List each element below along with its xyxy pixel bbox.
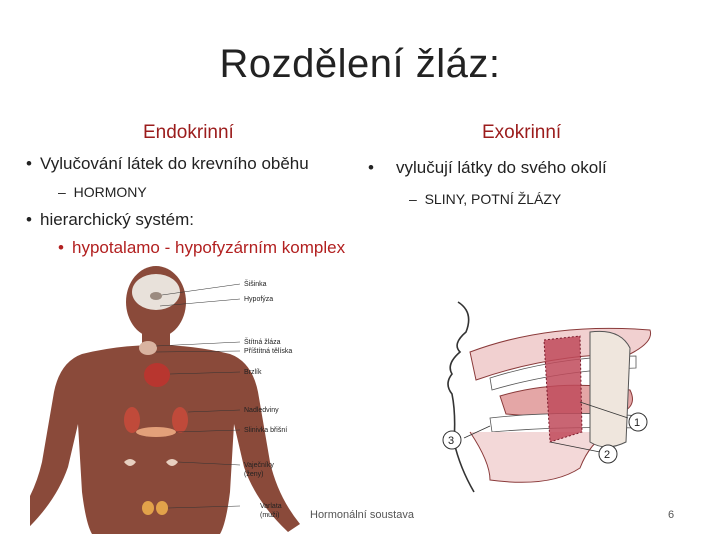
marker-1-text: 1 (634, 417, 641, 429)
jaw (470, 432, 610, 482)
testis-left (142, 501, 154, 515)
left-bullet-2 (26, 210, 194, 230)
right-bullet-1 (368, 158, 607, 178)
label-slinivka: Slinivka břišní (244, 427, 288, 434)
left-bullet-1 (26, 154, 309, 174)
right-bullet-1-text: vylučují látky do svého okolí (396, 158, 607, 177)
dash: – (409, 191, 425, 207)
salivary-glands-figure (430, 292, 690, 502)
label-vajecniky: Vaječníky (244, 462, 274, 469)
label-bzlik: Brzlík (244, 369, 262, 376)
label-sisinka: Šišinka (244, 281, 267, 288)
label-nadledviny: Nadledviny (244, 407, 279, 414)
testis-right (156, 501, 168, 515)
kidney-right (172, 407, 188, 433)
dash: – (58, 184, 74, 200)
parotid-gland (544, 336, 582, 442)
label-vajecniky-zeny: (ženy) (244, 471, 264, 478)
heading-exokrinni: Exokrinní (482, 122, 562, 143)
bullet-dot: • (58, 238, 64, 257)
face-outline (448, 302, 474, 492)
endocrine-body-figure (30, 262, 330, 534)
label-stitna-zlaza: Štítná žláza (244, 339, 281, 346)
footer-text: Hormonální soustava (310, 509, 414, 521)
right-sub-1-text: SLINY, POTNÍ ŽLÁZY (424, 191, 562, 207)
label-varlata: Varlata (260, 503, 282, 510)
bullet-dot: • (26, 154, 32, 173)
thymus (144, 363, 170, 387)
bullet-dot: • (368, 158, 374, 177)
marker-3-text: 3 (448, 435, 455, 447)
thyroid (139, 341, 157, 355)
slide-title: Rozdělení žláz: (219, 42, 501, 86)
right-sub-1 (409, 191, 561, 207)
label-pristitna-teliska: Příštítná tělíska (244, 348, 293, 355)
kidney-left (124, 407, 140, 433)
label-varlata-muzi: (muži) (260, 512, 280, 519)
heading-endokrinni: Endokrinní (143, 122, 234, 143)
left-bullet-2-text: hierarchický systém: (40, 210, 194, 229)
jaw-bone (590, 331, 630, 447)
label-hypofyza: Hypofýza (244, 296, 274, 303)
page-number: 6 (668, 509, 675, 521)
bullet-dot: • (26, 210, 32, 229)
pancreas (136, 427, 176, 437)
left-sub-1 (58, 184, 147, 200)
marker-2-text: 2 (604, 449, 611, 461)
left-sub-2-text: hypotalamo - hypofyzárním komplex (72, 238, 346, 257)
pineal (150, 292, 162, 300)
left-sub-2 (58, 238, 345, 258)
left-sub-1-text: HORMONY (73, 184, 147, 200)
left-bullet-1-text: Vylučování látek do krevního oběhu (40, 154, 309, 173)
